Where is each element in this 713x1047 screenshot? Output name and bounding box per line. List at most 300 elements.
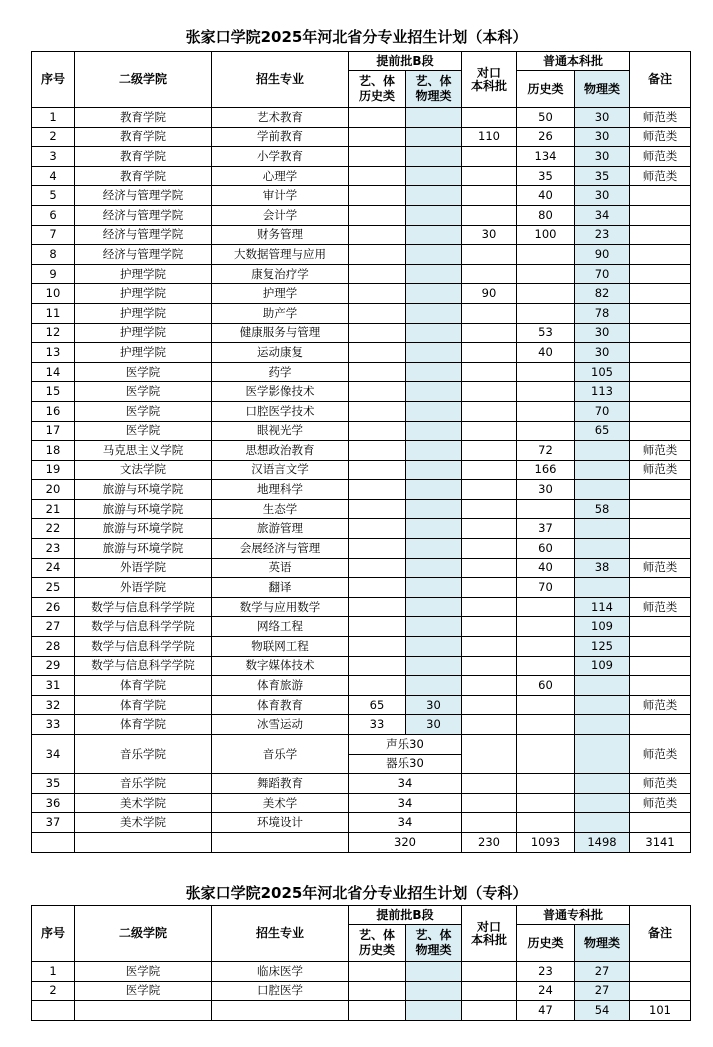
cell-art-history: 65 <box>349 695 406 715</box>
cell-college: 教育学院 <box>75 147 212 167</box>
cell-art-physics <box>406 186 462 206</box>
cell-art-history <box>349 441 406 461</box>
cell-history <box>517 362 575 382</box>
cell-physics: 38 <box>575 558 630 578</box>
cell-physics: 58 <box>575 499 630 519</box>
header-art-physics <box>406 925 462 962</box>
cell-art-physics <box>406 362 462 382</box>
cell-counterpart <box>462 343 517 363</box>
cell-counterpart <box>462 441 517 461</box>
cell-art-history <box>349 205 406 225</box>
cell-note <box>630 362 691 382</box>
header-counterpart <box>462 906 517 962</box>
cell-seq: 10 <box>32 284 75 304</box>
cell-seq: 12 <box>32 323 75 343</box>
cell-counterpart <box>462 480 517 500</box>
cell-history <box>517 303 575 323</box>
cell-note: 师范类 <box>630 597 691 617</box>
cell-major: 旅游管理 <box>212 519 349 539</box>
table-row <box>32 735 691 755</box>
total-advance-batch: 320 <box>349 832 462 852</box>
cell-art-physics <box>406 962 462 982</box>
table-row <box>32 578 691 598</box>
cell-physics <box>575 539 630 559</box>
cell-history <box>517 715 575 735</box>
cell-art-history <box>349 578 406 598</box>
cell-physics <box>575 519 630 539</box>
cell-counterpart <box>462 245 517 265</box>
table-row <box>32 617 691 637</box>
total-history: 47 <box>517 1001 575 1021</box>
cell-history: 23 <box>517 962 575 982</box>
cell-major: 舞蹈教育 <box>212 774 349 794</box>
cell-art-physics <box>406 166 462 186</box>
cell-history <box>517 637 575 657</box>
cell-seq: 25 <box>32 578 75 598</box>
cell-note <box>630 323 691 343</box>
cell-major: 体育教育 <box>212 695 349 715</box>
cell-major: 生态学 <box>212 499 349 519</box>
cell-history: 26 <box>517 127 575 147</box>
cell-history: 72 <box>517 441 575 461</box>
header-history: 历史类 <box>517 71 575 108</box>
cell-major: 地理科学 <box>212 480 349 500</box>
cell-college: 护理学院 <box>75 264 212 284</box>
table-row <box>32 774 691 794</box>
cell-physics: 125 <box>575 637 630 657</box>
total-history: 1093 <box>517 832 575 852</box>
cell-history <box>517 264 575 284</box>
undergrad-plan-table <box>31 51 691 853</box>
cell-counterpart <box>462 578 517 598</box>
undergrad-title: 张家口学院2025年河北省分专业招生计划（本科） <box>185 28 528 46</box>
cell-history: 70 <box>517 578 575 598</box>
table-row <box>32 421 691 441</box>
cell-physics: 30 <box>575 323 630 343</box>
cell-seq: 11 <box>32 303 75 323</box>
header-seq: 序号 <box>32 52 75 108</box>
cell-physics <box>575 735 630 774</box>
cell-physics: 105 <box>575 362 630 382</box>
cell-college: 医学院 <box>75 401 212 421</box>
table-row <box>32 147 691 167</box>
table-row <box>32 981 691 1001</box>
cell-counterpart <box>462 421 517 441</box>
cell-major: 会计学 <box>212 205 349 225</box>
cell-major <box>212 1001 349 1021</box>
cell-counterpart <box>462 813 517 833</box>
table-row <box>32 108 691 128</box>
header-history: 历史类 <box>517 925 575 962</box>
cell-college: 外语学院 <box>75 578 212 598</box>
cell-note: 师范类 <box>630 108 691 128</box>
cell-physics <box>575 460 630 480</box>
cell-counterpart <box>462 186 517 206</box>
cell-art-history <box>349 166 406 186</box>
table-row <box>32 225 691 245</box>
header-art-history <box>349 925 406 962</box>
header-art-history <box>349 71 406 108</box>
cell-major: 审计学 <box>212 186 349 206</box>
cell-physics: 30 <box>575 147 630 167</box>
cell-college: 旅游与环境学院 <box>75 539 212 559</box>
cell-seq: 24 <box>32 558 75 578</box>
cell-art-history <box>349 981 406 1001</box>
cell-art-physics: 30 <box>406 715 462 735</box>
cell-seq: 7 <box>32 225 75 245</box>
cell-counterpart <box>462 1001 517 1021</box>
totals-row <box>32 1001 691 1021</box>
cell-college: 教育学院 <box>75 166 212 186</box>
cell-counterpart <box>462 962 517 982</box>
cell-art-history <box>349 499 406 519</box>
cell-physics <box>575 715 630 735</box>
cell-seq: 19 <box>32 460 75 480</box>
cell-art-physics <box>406 578 462 598</box>
cell-physics: 30 <box>575 108 630 128</box>
cell-note: 师范类 <box>630 127 691 147</box>
cell-note <box>630 186 691 206</box>
cell-physics <box>575 774 630 794</box>
cell-seq: 4 <box>32 166 75 186</box>
cell-college: 医学院 <box>75 962 212 982</box>
cell-major: 康复治疗学 <box>212 264 349 284</box>
cell-note <box>630 539 691 559</box>
cell-art-history <box>349 637 406 657</box>
cell-physics <box>575 480 630 500</box>
cell-history <box>517 774 575 794</box>
header-art-physics <box>406 71 462 108</box>
cell-art-history <box>349 539 406 559</box>
cell-note <box>630 715 691 735</box>
cell-seq: 36 <box>32 793 75 813</box>
cell-history: 134 <box>517 147 575 167</box>
cell-note <box>630 343 691 363</box>
cell-note <box>630 303 691 323</box>
cell-college: 旅游与环境学院 <box>75 519 212 539</box>
table-row <box>32 793 691 813</box>
cell-art-history <box>349 362 406 382</box>
cell-major: 英语 <box>212 558 349 578</box>
cell-note: 师范类 <box>630 695 691 715</box>
cell-art-physics <box>406 284 462 304</box>
cell-art-history <box>349 558 406 578</box>
cell-art-physics <box>406 421 462 441</box>
cell-major: 大数据管理与应用 <box>212 245 349 265</box>
cell-counterpart <box>462 323 517 343</box>
cell-art-physics <box>406 656 462 676</box>
cell-counterpart <box>462 637 517 657</box>
cell-art-history <box>349 264 406 284</box>
table-row <box>32 637 691 657</box>
cell-major: 翻译 <box>212 578 349 598</box>
table-row <box>32 519 691 539</box>
cell-note <box>630 499 691 519</box>
cell-counterpart <box>462 401 517 421</box>
cell-counterpart <box>462 147 517 167</box>
cell-college: 文法学院 <box>75 460 212 480</box>
table-row <box>32 656 691 676</box>
cell-physics <box>575 793 630 813</box>
total-counterpart: 230 <box>462 832 517 852</box>
cell-history: 40 <box>517 558 575 578</box>
cell-art-physics <box>406 382 462 402</box>
cell-history: 35 <box>517 166 575 186</box>
cell-college: 马克思主义学院 <box>75 441 212 461</box>
cell-counterpart <box>462 362 517 382</box>
cell-art-history <box>349 597 406 617</box>
total-all: 101 <box>630 1001 691 1021</box>
cell-history: 53 <box>517 323 575 343</box>
cell-note <box>630 382 691 402</box>
cell-college: 医学院 <box>75 981 212 1001</box>
cell-major: 环境设计 <box>212 813 349 833</box>
cell-seq: 8 <box>32 245 75 265</box>
cell-college: 数学与信息科学学院 <box>75 637 212 657</box>
cell-major: 运动康复 <box>212 343 349 363</box>
cell-counterpart <box>462 558 517 578</box>
total-all: 3141 <box>630 832 691 852</box>
cell-art-history: 33 <box>349 715 406 735</box>
cell-physics: 109 <box>575 617 630 637</box>
cell-major: 数学与应用数学 <box>212 597 349 617</box>
cell-counterpart <box>462 539 517 559</box>
cell-physics: 30 <box>575 127 630 147</box>
cell-history: 40 <box>517 186 575 206</box>
header-major: 招生专业 <box>212 52 349 108</box>
cell-major: 心理学 <box>212 166 349 186</box>
cell-counterpart <box>462 382 517 402</box>
cell-history <box>517 656 575 676</box>
cell-note: 师范类 <box>630 735 691 774</box>
table-row <box>32 962 691 982</box>
cell-seq: 2 <box>32 127 75 147</box>
cell-physics: 113 <box>575 382 630 402</box>
cell-major: 医学影像技术 <box>212 382 349 402</box>
cell-history: 60 <box>517 539 575 559</box>
cell-history: 166 <box>517 460 575 480</box>
cell-seq: 35 <box>32 774 75 794</box>
cell-advance-vocal: 声乐30 <box>349 735 462 755</box>
cell-history <box>517 401 575 421</box>
cell-seq: 37 <box>32 813 75 833</box>
cell-history: 30 <box>517 480 575 500</box>
total-physics: 1498 <box>575 832 630 852</box>
cell-counterpart <box>462 499 517 519</box>
cell-major: 小学教育 <box>212 147 349 167</box>
cell-physics: 27 <box>575 962 630 982</box>
cell-college: 旅游与环境学院 <box>75 499 212 519</box>
table-row <box>32 558 691 578</box>
cell-note: 师范类 <box>630 147 691 167</box>
cell-major: 思想政治教育 <box>212 441 349 461</box>
cell-seq <box>32 1001 75 1021</box>
cell-counterpart: 30 <box>462 225 517 245</box>
cell-note: 师范类 <box>630 774 691 794</box>
cell-major: 会展经济与管理 <box>212 539 349 559</box>
cell-college: 音乐学院 <box>75 774 212 794</box>
cell-counterpart <box>462 617 517 637</box>
cell-seq: 22 <box>32 519 75 539</box>
cell-note <box>630 656 691 676</box>
cell-counterpart <box>462 303 517 323</box>
cell-physics <box>575 578 630 598</box>
cell-art-physics <box>406 597 462 617</box>
cell-art-history <box>349 421 406 441</box>
cell-college: 教育学院 <box>75 108 212 128</box>
cell-history <box>517 245 575 265</box>
cell-physics: 82 <box>575 284 630 304</box>
cell-physics: 70 <box>575 401 630 421</box>
cell-major: 汉语言文学 <box>212 460 349 480</box>
cell-art-history <box>349 656 406 676</box>
header-art-physics-text: 艺、体 物理类 <box>415 928 452 957</box>
table-row <box>32 186 691 206</box>
cell-note: 师范类 <box>630 166 691 186</box>
cell-art-history <box>349 617 406 637</box>
cell-counterpart <box>462 519 517 539</box>
cell-college: 经济与管理学院 <box>75 225 212 245</box>
cell-history <box>517 617 575 637</box>
cell-note <box>630 245 691 265</box>
cell-seq: 21 <box>32 499 75 519</box>
cell-seq: 33 <box>32 715 75 735</box>
cell-note <box>630 578 691 598</box>
cell-art-physics <box>406 225 462 245</box>
cell-art-physics <box>406 539 462 559</box>
table-row <box>32 813 691 833</box>
cell-history: 100 <box>517 225 575 245</box>
cell-seq: 27 <box>32 617 75 637</box>
cell-college: 数学与信息科学学院 <box>75 617 212 637</box>
cell-history: 40 <box>517 343 575 363</box>
cell-major: 护理学 <box>212 284 349 304</box>
total-physics: 54 <box>575 1001 630 1021</box>
cell-note <box>630 962 691 982</box>
cell-physics: 30 <box>575 186 630 206</box>
cell-counterpart <box>462 715 517 735</box>
cell-major: 数字媒体技术 <box>212 656 349 676</box>
cell-physics <box>575 695 630 715</box>
cell-art-history <box>349 186 406 206</box>
cell-seq: 29 <box>32 656 75 676</box>
cell-note <box>630 205 691 225</box>
table-row <box>32 127 691 147</box>
cell-major: 冰雪运动 <box>212 715 349 735</box>
cell-art-physics <box>406 303 462 323</box>
table-row <box>32 480 691 500</box>
cell-major <box>212 832 349 852</box>
header-art-history-text: 艺、体 历史类 <box>358 928 395 957</box>
cell-college: 体育学院 <box>75 695 212 715</box>
cell-college: 护理学院 <box>75 343 212 363</box>
cell-art-physics <box>406 343 462 363</box>
cell-note: 师范类 <box>630 793 691 813</box>
header-regular-batch: 普通专科批 <box>517 906 630 925</box>
cell-seq: 18 <box>32 441 75 461</box>
cell-seq: 9 <box>32 264 75 284</box>
cell-seq: 23 <box>32 539 75 559</box>
cell-note <box>630 284 691 304</box>
cell-note: 师范类 <box>630 558 691 578</box>
cell-counterpart: 110 <box>462 127 517 147</box>
cell-art-physics <box>406 147 462 167</box>
cell-college: 音乐学院 <box>75 735 212 774</box>
header-college: 二级学院 <box>75 52 212 108</box>
cell-art-history <box>349 323 406 343</box>
header-physics: 物理类 <box>575 925 630 962</box>
cell-physics <box>575 441 630 461</box>
cell-art-history <box>349 343 406 363</box>
cell-physics: 34 <box>575 205 630 225</box>
cell-seq: 28 <box>32 637 75 657</box>
cell-history <box>517 695 575 715</box>
cell-counterpart <box>462 676 517 696</box>
table-row <box>32 715 691 735</box>
cell-major: 美术学 <box>212 793 349 813</box>
table-row <box>32 597 691 617</box>
cell-counterpart <box>462 735 517 774</box>
table-row <box>32 245 691 265</box>
cell-college: 经济与管理学院 <box>75 186 212 206</box>
cell-art-history <box>349 401 406 421</box>
table-row <box>32 460 691 480</box>
cell-college: 经济与管理学院 <box>75 245 212 265</box>
cell-major: 药学 <box>212 362 349 382</box>
table-row <box>32 323 691 343</box>
header-regular-batch: 普通本科批 <box>517 52 630 71</box>
cell-history <box>517 735 575 774</box>
table-row <box>32 343 691 363</box>
cell-college: 外语学院 <box>75 558 212 578</box>
cell-seq <box>32 832 75 852</box>
header-counterpart-text: 对口 本科批 <box>470 919 507 947</box>
cell-college <box>75 1001 212 1021</box>
cell-seq: 1 <box>32 108 75 128</box>
cell-art-history <box>349 962 406 982</box>
cell-art-physics <box>406 205 462 225</box>
cell-note <box>630 617 691 637</box>
cell-art-history <box>349 1001 406 1021</box>
table-row <box>32 441 691 461</box>
cell-art-physics <box>406 519 462 539</box>
header-art-physics-text: 艺、体 物理类 <box>415 74 452 103</box>
cell-art-history <box>349 480 406 500</box>
cell-physics: 65 <box>575 421 630 441</box>
cell-college: 医学院 <box>75 421 212 441</box>
cell-note <box>630 813 691 833</box>
cell-art-history <box>349 676 406 696</box>
cell-advance-batch: 34 <box>349 813 462 833</box>
cell-college: 护理学院 <box>75 284 212 304</box>
cell-note: 师范类 <box>630 460 691 480</box>
cell-college: 经济与管理学院 <box>75 205 212 225</box>
cell-art-physics <box>406 108 462 128</box>
cell-art-history <box>349 284 406 304</box>
cell-history <box>517 597 575 617</box>
header-seq: 序号 <box>32 906 75 962</box>
cell-seq: 6 <box>32 205 75 225</box>
cell-seq: 26 <box>32 597 75 617</box>
cell-physics <box>575 813 630 833</box>
header-note: 备注 <box>630 52 691 108</box>
cell-counterpart <box>462 774 517 794</box>
cell-college: 护理学院 <box>75 303 212 323</box>
cell-counterpart <box>462 264 517 284</box>
cell-seq: 14 <box>32 362 75 382</box>
cell-advance-batch: 34 <box>349 793 462 813</box>
cell-art-physics <box>406 460 462 480</box>
